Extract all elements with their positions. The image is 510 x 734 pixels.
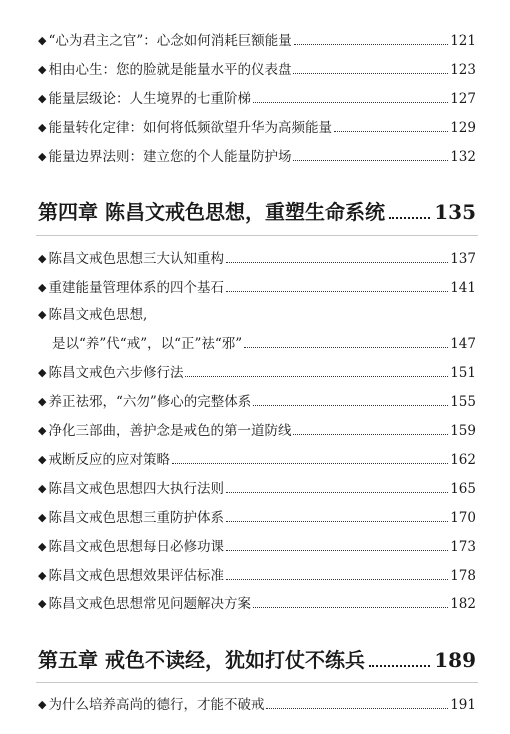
diamond-bullet-icon: ◆ (38, 34, 47, 47)
toc-entry[interactable] (38, 275, 476, 297)
toc-entry-page: 173 (450, 539, 476, 555)
toc-entry-page: 159 (450, 423, 476, 439)
dot-leader (244, 347, 448, 348)
chapter-title: 第五章 戒色不读经，犹如打仗不练兵 (38, 648, 365, 672)
dot-leader (226, 579, 448, 580)
dot-leader (334, 131, 448, 132)
diamond-bullet-icon: ◆ (38, 482, 47, 495)
toc-entry-title: 为什么培养高尚的德行，才能不破戒 (48, 697, 265, 713)
diamond-bullet-icon: ◆ (38, 698, 47, 711)
toc-entry-page: 155 (450, 394, 476, 410)
diamond-bullet-icon: ◆ (38, 121, 47, 134)
toc-entry-title: 重建能量管理体系的四个基石 (48, 280, 224, 296)
toc-entry-page: 162 (450, 452, 476, 468)
toc-entry-page: 165 (450, 481, 476, 497)
toc-entry-page: 123 (450, 62, 476, 78)
chapter-heading[interactable] (38, 642, 476, 674)
dot-leader (389, 217, 430, 219)
dot-leader (253, 607, 448, 608)
toc-entry[interactable] (38, 534, 476, 556)
toc-entry[interactable] (38, 476, 476, 498)
toc-entry-title: 陈昌文戒色思想三重防护体系 (48, 510, 224, 526)
toc-entry-page: 151 (450, 365, 476, 381)
dot-leader (172, 463, 448, 464)
diamond-bullet-icon: ◆ (38, 540, 47, 553)
toc-entry-title: 养正祛邪，“六勿”修心的完整体系 (48, 394, 252, 410)
toc-entry-title: 能量边界法则：建立您的个人能量防护场 (48, 149, 292, 165)
dot-leader (369, 665, 430, 667)
dot-leader (293, 434, 448, 435)
toc-entry-title: 陈昌文戒色六步修行法 (48, 365, 184, 381)
toc-entry-page: 137 (450, 251, 476, 267)
toc-entry-page: 170 (450, 510, 476, 526)
toc-entry[interactable] (38, 505, 476, 527)
diamond-bullet-icon: ◆ (38, 511, 47, 524)
dot-leader (253, 405, 448, 406)
dot-leader (266, 708, 448, 709)
dot-leader (226, 262, 448, 263)
toc-entry-title: 净化三部曲，善护念是戒色的第一道防线 (48, 423, 292, 439)
toc-entry-title: 戒断反应的应对策略 (48, 452, 170, 468)
diamond-bullet-icon: ◆ (38, 424, 47, 437)
diamond-bullet-icon: ◆ (38, 92, 47, 105)
toc-entry[interactable] (38, 692, 476, 714)
diamond-bullet-icon: ◆ (38, 395, 47, 408)
dot-leader (226, 291, 448, 292)
dot-leader (226, 521, 448, 522)
toc-entry-page: 182 (450, 596, 476, 612)
chapter-heading[interactable] (38, 194, 476, 226)
toc-entry-title: 陈昌文戒色思想三大认知重构 (48, 251, 224, 267)
chapter-page: 135 (434, 200, 476, 224)
toc-entry-page: 121 (450, 33, 476, 49)
toc-entry-continuation[interactable] (52, 331, 476, 353)
toc-entry[interactable] (38, 28, 476, 50)
toc-entry-title: 陈昌文戒色思想常见问题解决方案 (48, 596, 251, 612)
dot-leader (226, 550, 448, 551)
toc-entry-page: 129 (450, 120, 476, 136)
divider (36, 235, 478, 236)
diamond-bullet-icon: ◆ (38, 150, 47, 163)
toc-entry[interactable] (38, 418, 476, 440)
toc-entry[interactable] (38, 57, 476, 79)
dot-leader (185, 376, 448, 377)
toc-entry-title: 陈昌文戒色思想, (48, 307, 148, 323)
toc-entry-page: 147 (450, 336, 476, 352)
toc-entry[interactable] (38, 591, 476, 613)
diamond-bullet-icon: ◆ (38, 281, 47, 294)
toc-entry[interactable] (38, 246, 476, 268)
dot-leader (294, 44, 448, 45)
toc-entry-title: 能量层级论：人生境界的七重阶梯 (48, 91, 251, 107)
dot-leader (253, 102, 448, 103)
toc-entry-first-line[interactable] (38, 302, 476, 324)
diamond-bullet-icon: ◆ (38, 597, 47, 610)
toc-entry-page: 191 (450, 697, 476, 713)
chapter-title: 第四章 陈昌文戒色思想，重塑生命系统 (38, 200, 385, 224)
diamond-bullet-icon: ◆ (38, 366, 47, 379)
toc-entry-title: 陈昌文戒色思想效果评估标准 (48, 568, 224, 584)
toc-entry[interactable] (38, 389, 476, 411)
toc-entry[interactable] (38, 563, 476, 585)
toc-entry-title: 相由心生：您的脸就是能量水平的仪表盘 (48, 62, 292, 78)
toc-entry-page: 178 (450, 568, 476, 584)
toc-entry-page: 132 (450, 149, 476, 165)
dot-leader (293, 73, 448, 74)
toc-entry[interactable] (38, 144, 476, 166)
dot-leader (226, 492, 448, 493)
toc-entry[interactable] (38, 360, 476, 382)
toc-entry-page: 141 (450, 280, 476, 296)
toc-entry[interactable] (38, 86, 476, 108)
toc-entry[interactable] (38, 447, 476, 469)
toc-entry-title: “心为君主之官”：心念如何消耗巨额能量 (48, 33, 292, 49)
divider (36, 682, 478, 683)
toc-entry-page: 127 (450, 91, 476, 107)
dot-leader (293, 160, 448, 161)
chapter-page: 189 (434, 648, 476, 672)
toc-entry-title: 陈昌文戒色思想每日必修功课 (48, 539, 224, 555)
diamond-bullet-icon: ◆ (38, 453, 47, 466)
diamond-bullet-icon: ◆ (38, 308, 47, 321)
diamond-bullet-icon: ◆ (38, 569, 47, 582)
toc-entry-title: 陈昌文戒色思想四大执行法则 (48, 481, 224, 497)
toc-entry-title: 能量转化定律：如何将低频欲望升华为高频能量 (48, 120, 332, 136)
diamond-bullet-icon: ◆ (38, 63, 47, 76)
toc-entry-title: 是以“养”代“戒”，以“正”祛“邪” (52, 336, 243, 352)
toc-entry[interactable] (38, 115, 476, 137)
diamond-bullet-icon: ◆ (38, 252, 47, 265)
